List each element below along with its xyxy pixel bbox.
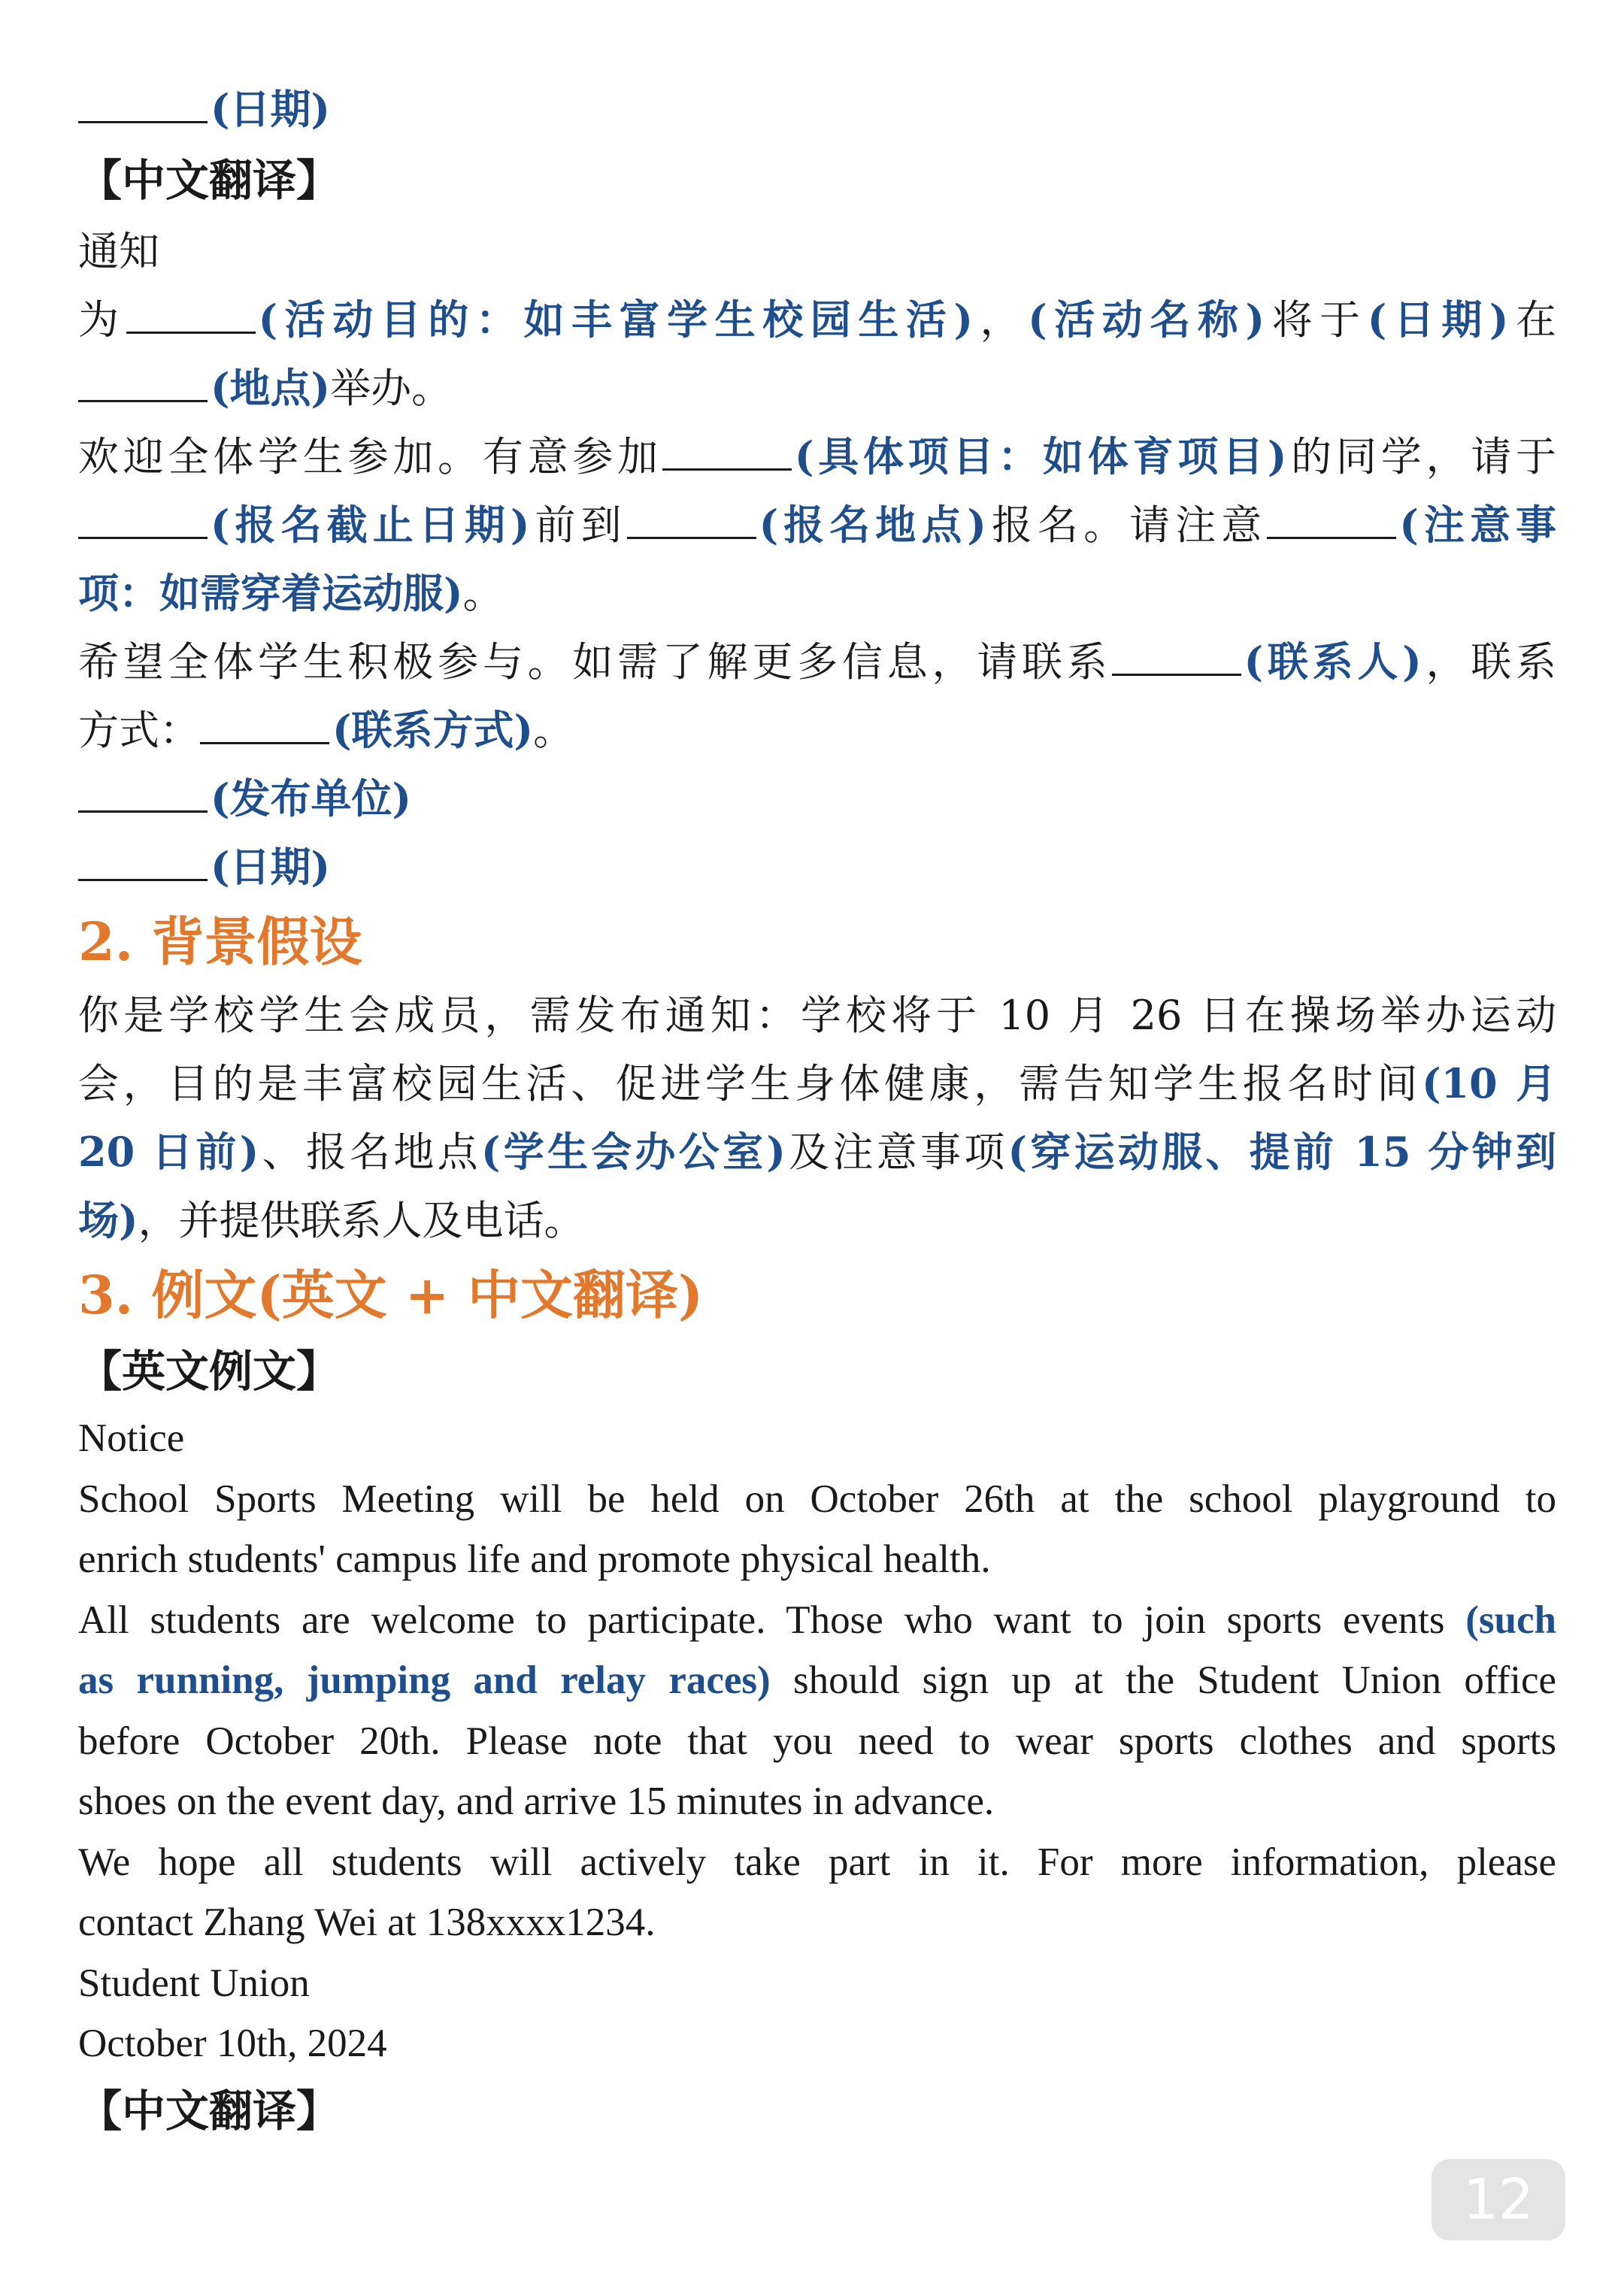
template-line-3 (78, 423, 1556, 491)
placeholder-date: (日期) (1367, 295, 1509, 344)
template-line-6 (78, 628, 1556, 696)
highlight-deadline: (10 月 (1421, 1059, 1556, 1107)
blank-line (126, 295, 256, 334)
english-sample (78, 1408, 1556, 2074)
placeholder-note: (注意事 (1399, 501, 1556, 549)
en-sample-heading: 【英文例文】 (78, 1346, 341, 1397)
placeholder-date: (日期) (211, 843, 331, 891)
placeholder-place: (地点) (211, 364, 331, 412)
placeholder-item: (具体项目：如体育项目) (794, 432, 1287, 480)
text-span: ，并提供联系人及电话。 (138, 1197, 585, 1244)
en-line-8: We hope all students will actively take part in it. For more information, please (78, 1840, 1556, 1884)
text-span: 为 (78, 296, 126, 344)
text-span: 的同学，请于 (1286, 433, 1556, 480)
text-span: 及注意事项 (785, 1128, 1008, 1176)
en-line-7: shoes on the event day, and arrive 15 minutes in advance. (78, 1780, 995, 1823)
section-3-title: 3. 例文(英文 + 中文翻译) (78, 1264, 704, 1326)
highlight-notes-cont: 场) (78, 1196, 138, 1244)
en-line-3: enrich students' campus life and promote physical health. (78, 1537, 991, 1581)
template-line-1 (78, 286, 1556, 354)
en-line-4 (78, 1590, 1556, 1651)
blank-line (627, 501, 756, 539)
highlight-deadline-cont: 20 日前) (78, 1128, 259, 1176)
template-line-7 (78, 696, 1556, 765)
text-span: 、报名地点 (259, 1128, 481, 1176)
blank-line (1112, 638, 1241, 676)
template-line-2 (78, 354, 1556, 423)
en-line-11: October 10th, 2024 (78, 2022, 387, 2065)
template-line-4 (78, 491, 1556, 559)
placeholder-issuer: (发布单位) (211, 774, 412, 822)
blank-line (78, 501, 208, 539)
text-span: All students are welcome to participate. Those who want to join sports events (78, 1598, 1445, 1642)
text-span: ，联系 (1421, 638, 1557, 686)
blank-line (1267, 501, 1396, 539)
placeholder-deadline: (报名截止日期) (211, 501, 530, 549)
section-2-line-4 (78, 1186, 1556, 1255)
text-span: 方式： (78, 707, 200, 754)
text-span: should sign up at the Student Union office (793, 1658, 1557, 1702)
text-span: 。 (462, 570, 504, 617)
template-line-5 (78, 559, 1556, 628)
template-title: 通知 (78, 228, 159, 275)
blank-line (78, 774, 208, 813)
placeholder-signup-place: (报名地点) (759, 501, 986, 549)
en-line-10: Student Union (78, 1961, 310, 2005)
blank-line (78, 843, 208, 881)
blank-line (78, 364, 208, 402)
placeholder-note-cont: 项：如需穿着运动服) (78, 569, 463, 617)
section-2-line-2 (78, 1050, 1556, 1118)
highlight-notes: (穿运动服、提前 15 分钟到 (1007, 1128, 1557, 1176)
text-span: 在 (1508, 296, 1557, 344)
section-2-title: 2. 背景假设 (78, 910, 362, 973)
template-issuer-line (78, 765, 1556, 833)
blank-line (662, 432, 792, 471)
text-span: 希望全体学生积极参与。如需了解更多信息，请联系 (78, 638, 1112, 686)
text-span: 会，目的是丰富校园生活、促进学生身体健康，需告知学生报名时间 (78, 1060, 1422, 1107)
text-span: 欢迎全体学生参加。有意参加 (78, 433, 662, 480)
en-line-1: Notice (78, 1416, 185, 1460)
text-span: 将于 (1265, 296, 1368, 344)
top-date-line (78, 75, 1556, 144)
en-line-6: before October 20th. Please note that you need to wear sports clothes and sports (78, 1719, 1556, 1763)
placeholder-purpose: (活动目的：如丰富学生校园生活) (258, 295, 973, 344)
text-span: ， (973, 296, 1029, 344)
highlight-examples: (such (1465, 1598, 1556, 1642)
placeholder-event-name: (活动名称) (1028, 295, 1265, 344)
page-number-badge: 12 (1432, 2159, 1565, 2240)
blank-line (200, 706, 329, 744)
blank-line (78, 85, 208, 123)
template-date-line (78, 833, 1556, 901)
document-page (78, 75, 1556, 2148)
placeholder-contact-method: (联系方式) (332, 706, 534, 754)
section-2-line-1: 你是学校学生会成员，需发布通知：学校将于 10 月 26 日在操场举办运动 (78, 992, 1556, 1039)
en-line-9: contact Zhang Wei at 138xxxx1234. (78, 1901, 656, 1944)
text-span: 报名。请注意 (986, 501, 1268, 549)
cn-translation-heading: 【中文翻译】 (78, 155, 341, 206)
text-span: 。 (533, 707, 574, 754)
cn-translation-heading-2: 【中文翻译】 (78, 2085, 341, 2137)
text-span: 前到 (529, 501, 627, 549)
en-line-2: School Sports Meeting will be held on October 26th at the school playground to (78, 1477, 1556, 1521)
placeholder-contact: (联系人) (1244, 638, 1422, 686)
highlight-examples-cont: as running, jumping and relay races) (78, 1658, 771, 1702)
top-date-label: (日期) (211, 85, 331, 133)
highlight-signup-place: (学生会办公室) (480, 1128, 786, 1176)
section-2-line-3 (78, 1118, 1556, 1186)
en-line-5 (78, 1650, 1556, 1711)
text-span: 举办。 (330, 365, 453, 412)
